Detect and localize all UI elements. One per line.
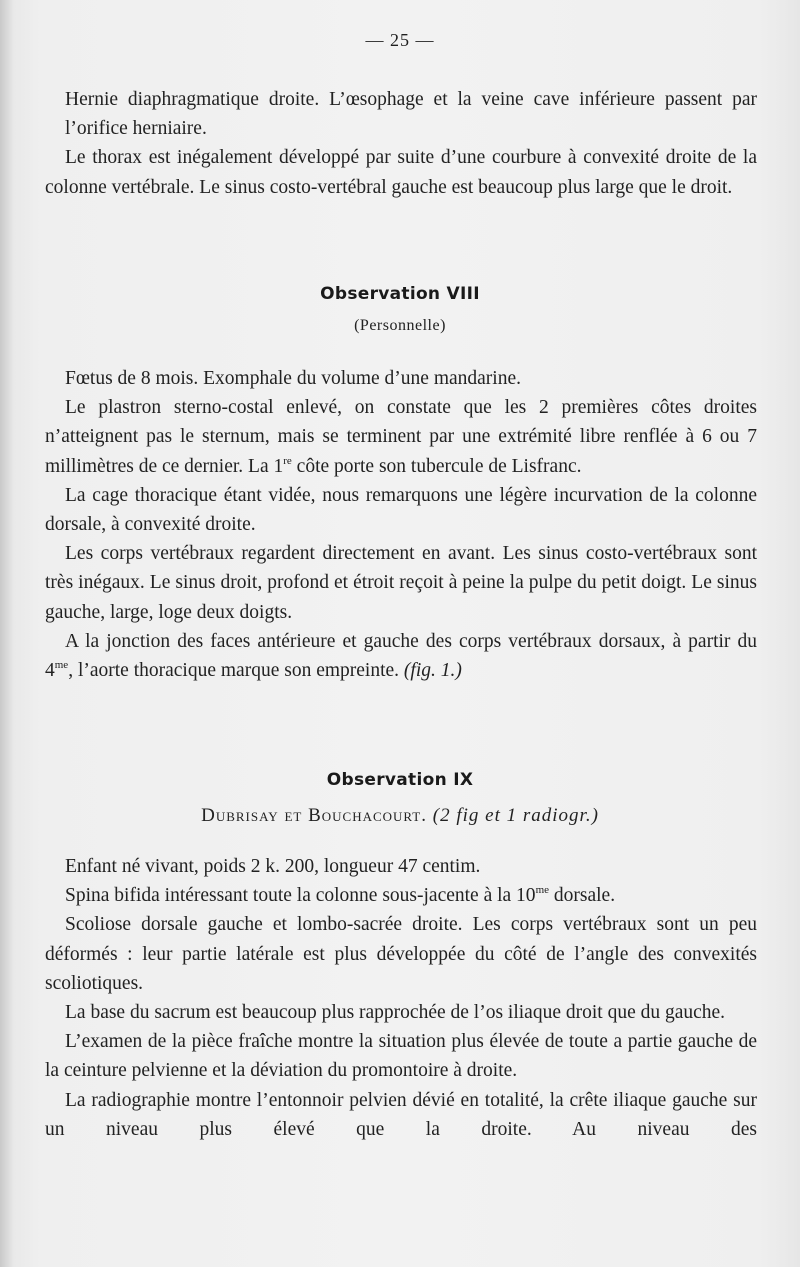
superscript: re xyxy=(283,454,292,467)
paragraph: Les corps vertébraux regardent directement en avant. Les sinus costo-vertébraux sont très inégaux. Le sinus droit, profond et étroit reçoit à peine la pulpe du petit doigt. Le sinus gauche, large, loge deux doigts. xyxy=(45,543,757,623)
paragraph: La radiographie montre l’entonnoir pelvien dévié en totalité, la crête iliaque gauche sur un niveau plus élevé que la droite. Au niveau des xyxy=(45,1089,757,1140)
observation-9-authors xyxy=(0,805,800,827)
superscript: me xyxy=(535,884,550,897)
observation-9-title: Observation IX xyxy=(326,770,474,790)
paragraph: L’examen de la pièce fraîche montre la situation plus élevée de toute a partie gauche de la ceinture pelvienne et la déviation du promontoire à droite. xyxy=(45,1031,757,1082)
text: , l’aorte thoracique marque son empreinte. xyxy=(68,660,400,682)
figure-count: (2 fig et 1 radiogr.) xyxy=(432,805,599,826)
paragraph: Le thorax est inégalement développé par suite d’une courbure à convexité droite de la colonne vertébrale. Le sinus costo-vertébral gauche est beaucoup plus large que le droit. xyxy=(45,147,757,198)
figure-reference: (fig. 1.) xyxy=(403,660,462,682)
text-block-observation-8 xyxy=(45,364,757,685)
text: Le plastron sterno-costal enlevé, on constate que les 2 premières côtes droites n’atteignent pas le sternum, mais se terminent par une extrémité libre renflée à 6 ou 7 millimètres de ce dernier. La 1 xyxy=(45,397,757,477)
text-block-observation-9 xyxy=(45,852,757,1144)
paragraph: Hernie diaphragmatique droite. L’œsophage et la veine cave inférieure passent par l’orifice herniaire. xyxy=(65,89,757,140)
text: dorsale. xyxy=(549,885,616,907)
paragraph: Enfant né vivant, poids 2 k. 200, longueur 47 centim. xyxy=(65,856,481,877)
text: A la jonction des faces antérieure et gauche des corps vertébraux dorsaux, à partir du 4 xyxy=(45,630,757,682)
paragraph: Fœtus de 8 mois. Exomphale du volume d’une mandarine. xyxy=(65,368,522,389)
page-number: — 25 — xyxy=(365,30,435,50)
paragraph xyxy=(45,393,757,481)
paragraph: La base du sacrum est beaucoup plus rapprochée de l’os iliaque droit que du gauche. xyxy=(65,1002,726,1024)
text: Spina bifida intéressant toute la colonne sous-jacente à la 10 xyxy=(65,885,536,907)
author-conjunction: et xyxy=(284,805,303,826)
text-block-intro xyxy=(45,85,757,202)
paragraph: La cage thoracique étant vidée, nous remarquons une légère incurvation de la colonne dorsale, à convexité droite. xyxy=(45,484,757,536)
paragraph xyxy=(45,881,757,910)
paragraph: Scoliose dorsale gauche et lombo-sacrée droite. Les corps vertébraux sont un peu déformés : leur partie latérale est plus développée du côté de l’angle des convexités scoliotiques. xyxy=(45,914,757,994)
author-name: Dubrisay xyxy=(201,805,279,826)
author-name: Bouchacourt. xyxy=(308,805,428,826)
observation-8-title: Observation VIII xyxy=(320,284,480,304)
text: côte porte son tubercule de Lisfranc. xyxy=(291,455,582,477)
paragraph xyxy=(45,627,757,685)
observation-8-subtitle: (Personnelle) xyxy=(354,317,446,334)
superscript: me xyxy=(54,659,69,672)
